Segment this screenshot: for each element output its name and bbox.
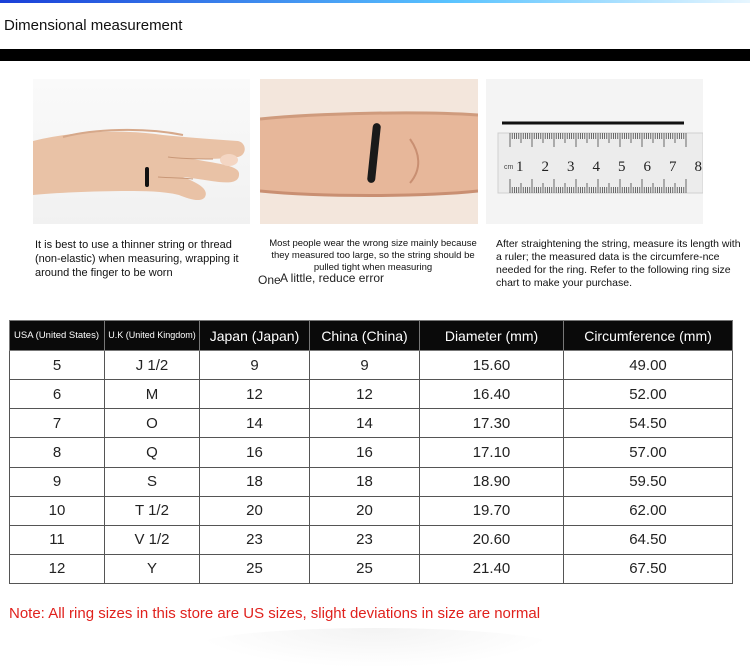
table-header-row: [10, 321, 733, 351]
table-cell: 9: [10, 467, 105, 496]
table-cell: 64.50: [564, 525, 733, 554]
table-cell: 20: [200, 496, 310, 525]
table-cell: 9: [310, 351, 420, 380]
header-usa: USA (United States): [10, 321, 105, 351]
table-cell: 52.00: [564, 380, 733, 409]
hand-string-illustration: [33, 79, 250, 224]
ruler-number: 1: [516, 159, 524, 175]
table-cell: 21.40: [420, 554, 564, 583]
photo-hand-string: [33, 79, 250, 224]
table-cell: 54.50: [564, 409, 733, 438]
step-2-caption: Most people wear the wrong size mainly because they measured too large, so the string should be pulled tight when measuring: [269, 238, 477, 273]
bottom-decoration: [190, 628, 560, 668]
table-cell: 18: [200, 467, 310, 496]
table-cell: 7: [10, 409, 105, 438]
table-cell: O: [105, 409, 200, 438]
table-cell: M: [105, 380, 200, 409]
table-cell: 57.00: [564, 438, 733, 467]
table-cell: 9: [200, 351, 310, 380]
table-row: [10, 351, 733, 380]
header-uk: U.K (United Kingdom): [105, 321, 200, 351]
ring-size-table: [9, 320, 733, 584]
table-cell: 25: [200, 554, 310, 583]
table-cell: 10: [10, 496, 105, 525]
header-japan: Japan (Japan): [200, 321, 310, 351]
table-cell: 5: [10, 351, 105, 380]
step-3-caption: After straightening the string, measure its length with a ruler; the measured data is the circumfere-nce needed for the ring. Refer to the following ring size chart to make your purchase.: [496, 238, 741, 289]
ruler-number: 6: [643, 159, 651, 175]
ruler-illustration: [486, 79, 703, 224]
ruler-number: 7: [669, 159, 677, 175]
ruler-unit-label: cm: [504, 164, 514, 171]
ruler-number: 3: [567, 159, 575, 175]
finger-closeup-illustration: [260, 79, 478, 224]
ruler-number: 2: [541, 159, 549, 175]
title-divider: [0, 49, 750, 61]
table-cell: 14: [200, 409, 310, 438]
table-cell: 15.60: [420, 351, 564, 380]
page-title: Dimensional measurement: [4, 17, 183, 34]
table-cell: 8: [10, 438, 105, 467]
table-cell: 11: [10, 525, 105, 554]
table-cell: 67.50: [564, 554, 733, 583]
overlay-note-one: One: [258, 273, 281, 287]
table-cell: 16: [310, 438, 420, 467]
ruler-number: 5: [618, 159, 626, 175]
table-cell: 17.10: [420, 438, 564, 467]
table-cell: 23: [310, 525, 420, 554]
table-cell: 62.00: [564, 496, 733, 525]
table-cell: 25: [310, 554, 420, 583]
table-cell: 18.90: [420, 467, 564, 496]
table-cell: 23: [200, 525, 310, 554]
table-cell: S: [105, 467, 200, 496]
table-cell: Q: [105, 438, 200, 467]
table-cell: 17.30: [420, 409, 564, 438]
table-cell: 6: [10, 380, 105, 409]
table-cell: Y: [105, 554, 200, 583]
table-cell: 16.40: [420, 380, 564, 409]
table-cell: 12: [10, 554, 105, 583]
table-row: [10, 438, 733, 467]
table-cell: 49.00: [564, 351, 733, 380]
header-diameter: Diameter (mm): [420, 321, 564, 351]
table-cell: 12: [310, 380, 420, 409]
table-cell: T 1/2: [105, 496, 200, 525]
top-accent-bar: [0, 0, 750, 3]
table-cell: 18: [310, 467, 420, 496]
header-circumference: Circumference (mm): [564, 321, 733, 351]
header-china: China (China): [310, 321, 420, 351]
step-1-caption: It is best to use a thinner string or thread (non-elastic) when measuring, wrapping it around the finger to be worn: [35, 239, 239, 279]
table-cell: 19.70: [420, 496, 564, 525]
photo-finger-closeup: [260, 79, 478, 224]
table-row: [10, 409, 733, 438]
table-cell: 16: [200, 438, 310, 467]
overlay-note-reduce-error: A little, reduce error: [280, 271, 385, 285]
ruler-number: 4: [592, 159, 600, 175]
table-cell: 20: [310, 496, 420, 525]
table-cell: J 1/2: [105, 351, 200, 380]
table-cell: 12: [200, 380, 310, 409]
table-row: [10, 496, 733, 525]
table-row: [10, 467, 733, 496]
photo-ruler: [486, 79, 703, 224]
table-row: [10, 380, 733, 409]
table-cell: V 1/2: [105, 525, 200, 554]
table-cell: 20.60: [420, 525, 564, 554]
ruler-number: 8: [694, 159, 702, 175]
table-row: [10, 554, 733, 583]
sizing-note: Note: All ring sizes in this store are US sizes, slight deviations in size are normal: [9, 605, 541, 622]
table-row: [10, 525, 733, 554]
table-cell: 14: [310, 409, 420, 438]
table-cell: 59.50: [564, 467, 733, 496]
